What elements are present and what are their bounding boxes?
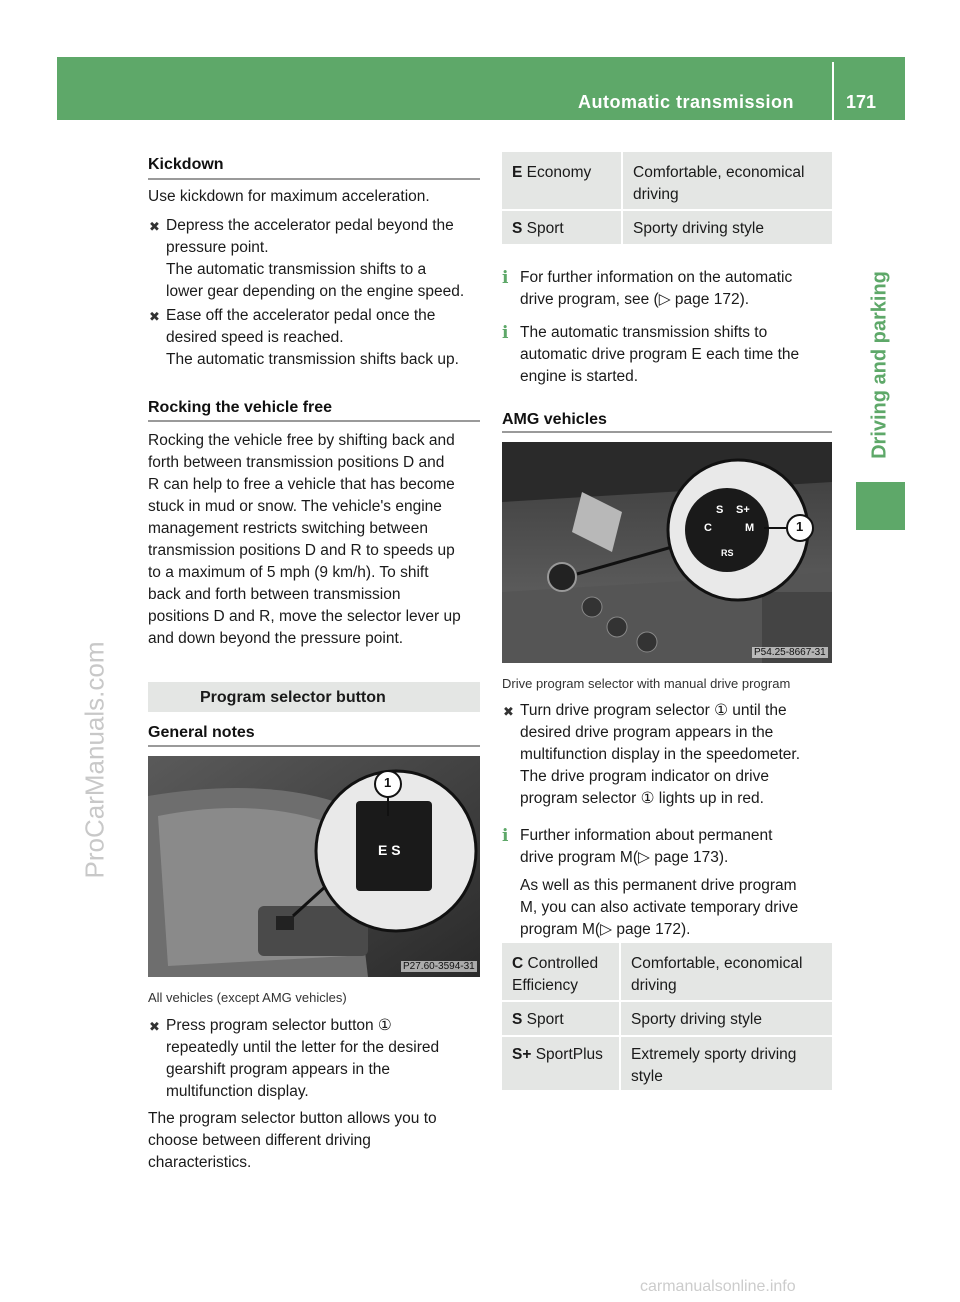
amg-selector-photo: [502, 442, 832, 663]
program-selector-heading: Program selector button: [200, 689, 386, 706]
table2-key-sportplus: S+ SportPlus: [502, 1037, 619, 1090]
amg-heading: AMG vehicles: [502, 411, 607, 428]
allows-paragraph: The program selector button allows you to choose between different driving characteristics.: [148, 1110, 437, 1171]
turn-step: Turn drive program selector ① until the desired drive program appears in the multifunction display in the speedometer. The drive program indicator on drive program selector ① lights up in red.: [520, 702, 801, 807]
info-permanent-program: Further information about permanent drive program M(▷ page 173). As well as this permanent drive program M, you can also activate temporary drive program M(▷ page 172).: [520, 827, 799, 938]
kickdown-step-2: Ease off the accelerator pedal once the desired speed is reached. The automatic transmission shifts back up.: [166, 307, 459, 368]
dial-splus: S+: [736, 504, 750, 516]
table2-key-sport: S Sport: [502, 1002, 619, 1035]
info-icon: i: [502, 268, 509, 288]
page-number: 171: [846, 92, 877, 112]
callout-number: 1: [796, 519, 804, 534]
kickdown-intro: Use kickdown for maximum acceleration.: [148, 188, 430, 205]
section-side-label: Driving and parking: [868, 271, 891, 459]
step-arrow-icon: ✖: [149, 1019, 160, 1034]
rocking-paragraph: Rocking the vehicle free by shifting back and forth between transmission positions D and R can help to free a vehicle that has become stuck in mud or snow. The vehicle's engine management restricts switching between transmission positions D and R to speeds up to a maximum of 5 mph (9 km/h). To shift back and forth between transmission positions D and R, move the selector lever up and down beyond the pressure point.: [148, 432, 461, 647]
photo-caption: All vehicles (except AMG vehicles): [148, 990, 347, 1005]
dial-rs: RS: [721, 548, 734, 558]
photo-code: P54.25-8667-31: [754, 647, 826, 658]
info-drive-program: For further information on the automatic drive program, see (▷ page 172).: [520, 269, 793, 308]
dial-m: M: [745, 522, 755, 534]
watermark: ProCarManuals.com: [79, 641, 110, 879]
header-separator: [832, 62, 834, 120]
photo-caption: Drive program selector with manual drive program: [502, 676, 791, 691]
table2-desc-sport: Sporty driving style: [621, 1002, 832, 1035]
program-selector-photo: [148, 756, 480, 977]
table1-key-sport: S Sport: [502, 211, 621, 244]
general-notes-heading: General notes: [148, 724, 255, 741]
rocking-heading: Rocking the vehicle free: [148, 399, 333, 416]
step-arrow-icon: ✖: [503, 704, 514, 719]
bottom-watermark: carmanualsonline.info: [640, 1278, 796, 1295]
info-automatic-program: The automatic transmission shifts to automatic drive program E each time the engine is started.: [520, 324, 800, 385]
section-tab-marker: [856, 482, 905, 530]
step-arrow-icon: ✖: [149, 219, 160, 234]
heading-rule: [148, 745, 480, 747]
callout-number: 1: [384, 775, 392, 790]
heading-rule: [148, 420, 480, 422]
dial-s: S: [716, 504, 724, 516]
button-letters: E S: [378, 842, 401, 858]
kickdown-heading: Kickdown: [148, 156, 224, 173]
table1-desc-sport: Sporty driving style: [623, 211, 832, 244]
kickdown-step-1: Depress the accelerator pedal beyond the pressure point. The automatic transmission shifts to a lower gear depending on the engine speed.: [166, 217, 465, 300]
table1-key-economy: E Economy: [502, 152, 621, 209]
table1-desc-economy: Comfortable, economical driving: [623, 152, 832, 209]
info-icon: i: [502, 323, 509, 343]
press-step: Press program selector button ① repeatedly until the letter for the desired gearshift program appears in the multifunction display.: [166, 1017, 440, 1100]
table2-desc-controlled: Comfortable, economical driving: [621, 943, 832, 1000]
table2-desc-sportplus: Extremely sporty driving style: [621, 1037, 832, 1090]
step-arrow-icon: ✖: [149, 309, 160, 324]
info-icon: i: [502, 826, 509, 846]
dial-c: C: [704, 522, 712, 534]
table2-key-controlled: C Controlled Efficiency: [502, 943, 619, 1000]
heading-rule: [148, 178, 480, 180]
page-header-title: Automatic transmission: [578, 92, 795, 112]
photo-code: P27.60-3594-31: [403, 961, 475, 972]
heading-rule: [502, 431, 832, 433]
